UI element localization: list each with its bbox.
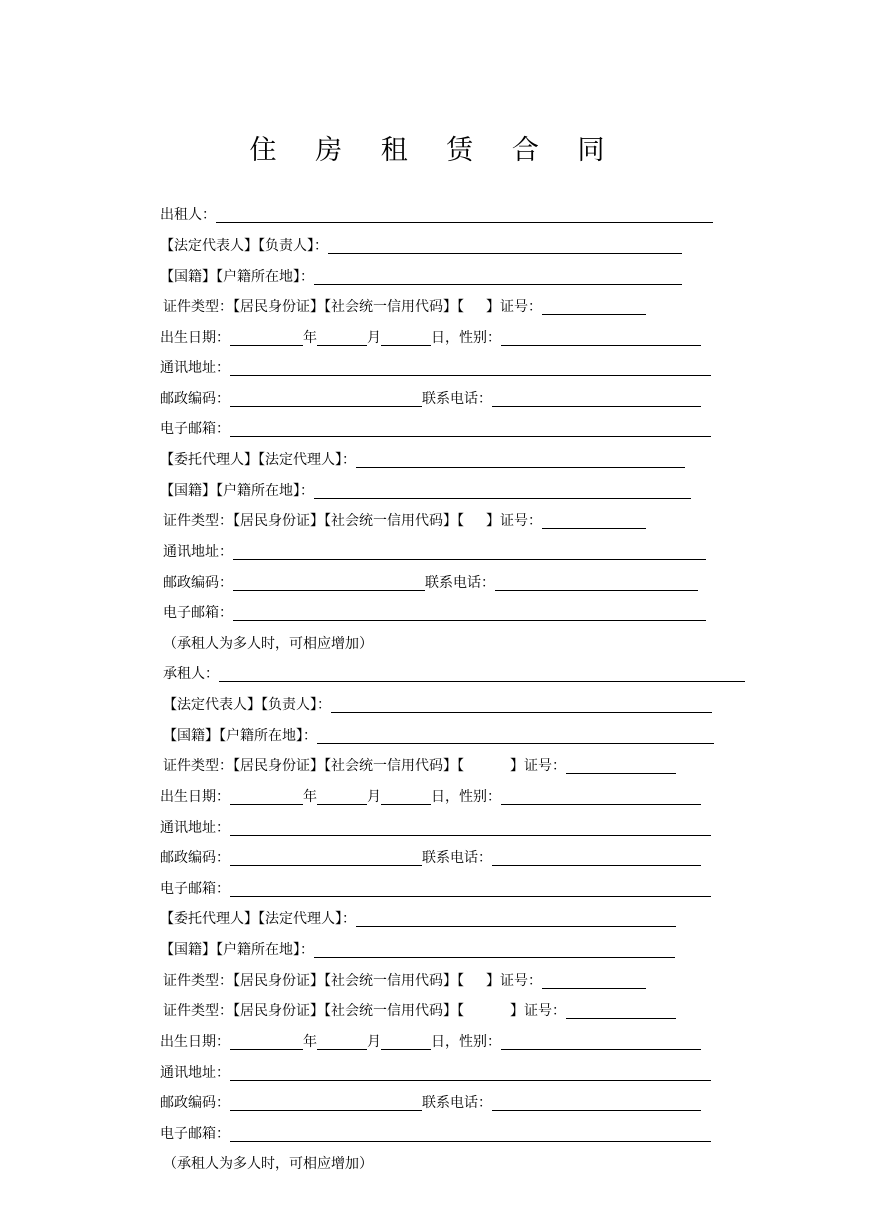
lessee-agent-phone-blank[interactable] <box>492 1095 701 1111</box>
lessee-agent-day-gender-label: 日，性别： <box>431 1034 501 1050</box>
agent-address-label: 通讯地址： <box>163 544 233 560</box>
lessor-blank[interactable] <box>216 207 713 223</box>
legal-rep-label: 【法定代表人】【负责人】： <box>160 238 328 254</box>
lessee-agent-email-line <box>160 1121 711 1143</box>
agent-phone-label: 联系电话： <box>425 575 495 591</box>
lessee-address-line <box>160 815 711 837</box>
lessee-agent-email-blank[interactable] <box>230 1126 711 1142</box>
nationality-line <box>160 264 682 286</box>
email-blank[interactable] <box>230 421 711 437</box>
lessee-agent-id-no-blank-1[interactable] <box>542 973 646 989</box>
lessee-birth-year-blank[interactable] <box>230 789 303 805</box>
agent-blank[interactable] <box>356 452 685 468</box>
agent-email-blank[interactable] <box>233 605 706 621</box>
lessee-email-blank[interactable] <box>230 881 711 897</box>
agent-email-line <box>163 600 706 622</box>
nationality-label: 【国籍】【户籍所在地】： <box>160 269 314 285</box>
id-no-label: 】证号： <box>486 299 542 315</box>
address-blank[interactable] <box>230 360 711 376</box>
lessee-id-no-label: 】证号： <box>510 758 566 774</box>
lessee-agent-id-no-label-1: 】证号： <box>486 973 542 989</box>
multi-lessee-note-2: （承租人为多人时，可相应增加） <box>163 1156 373 1172</box>
email-label: 电子邮箱： <box>160 421 230 437</box>
lessee-nationality-blank[interactable] <box>317 728 714 744</box>
lessee-month-label: 月 <box>367 789 381 805</box>
id-type-label: 证件类型：【居民身份证】【社会统一信用代码】【 <box>163 299 464 315</box>
agent-nationality-blank[interactable] <box>314 483 691 499</box>
lessor-label: 出租人： <box>160 207 216 223</box>
lessee-legal-rep-line <box>163 692 712 714</box>
postcode-label: 邮政编码： <box>160 391 230 407</box>
lessee-year-label: 年 <box>303 789 317 805</box>
lessee-blank[interactable] <box>219 666 745 682</box>
lessee-address-blank[interactable] <box>230 820 711 836</box>
lessee-agent-id-no-label-2: 】证号： <box>510 1003 566 1019</box>
lessee-legal-rep-blank[interactable] <box>331 697 712 713</box>
agent-label: 【委托代理人】【法定代理人】： <box>160 452 356 468</box>
lessee-agent-month-label: 月 <box>367 1034 381 1050</box>
agent-postcode-line <box>163 570 698 592</box>
lessee-agent-nationality-blank[interactable] <box>314 942 675 958</box>
address-line <box>160 355 711 377</box>
lessee-id-type-label: 证件类型：【居民身份证】【社会统一信用代码】【 <box>163 758 464 774</box>
lessee-phone-blank[interactable] <box>492 850 701 866</box>
lessee-agent-birth-month-blank[interactable] <box>317 1034 367 1050</box>
lessee-agent-address-blank[interactable] <box>230 1065 711 1081</box>
phone-label: 联系电话： <box>422 391 492 407</box>
lessee-agent-postcode-blank[interactable] <box>230 1095 422 1111</box>
day-gender-label: 日，性别： <box>431 330 501 346</box>
lessee-agent-phone-label: 联系电话： <box>422 1095 492 1111</box>
lessee-agent-gender-blank[interactable] <box>501 1034 701 1050</box>
lessee-birth-label: 出生日期： <box>160 789 230 805</box>
note-line-1 <box>163 631 373 653</box>
birth-day-blank[interactable] <box>381 330 431 346</box>
lessee-postcode-line <box>160 845 701 867</box>
birth-line <box>160 325 701 347</box>
lessee-nationality-label: 【国籍】【户籍所在地】： <box>163 728 317 744</box>
lessee-agent-address-line <box>160 1060 711 1082</box>
legal-rep-blank[interactable] <box>328 238 682 254</box>
lessee-birth-day-blank[interactable] <box>381 789 431 805</box>
agent-phone-blank[interactable] <box>495 575 698 591</box>
multi-lessee-note: （承租人为多人时，可相应增加） <box>163 636 373 652</box>
lessee-agent-birth-year-blank[interactable] <box>230 1034 303 1050</box>
lessee-address-label: 通讯地址： <box>160 820 230 836</box>
postcode-line <box>160 386 701 408</box>
lessee-agent-id-line-2 <box>163 998 676 1020</box>
birth-label: 出生日期： <box>160 330 230 346</box>
nationality-blank[interactable] <box>314 269 682 285</box>
lessee-birth-month-blank[interactable] <box>317 789 367 805</box>
birth-year-blank[interactable] <box>230 330 303 346</box>
birth-month-blank[interactable] <box>317 330 367 346</box>
lessee-gender-blank[interactable] <box>501 789 701 805</box>
lessee-postcode-label: 邮政编码： <box>160 850 230 866</box>
lessee-agent-postcode-line <box>160 1090 701 1112</box>
agent-nationality-label: 【国籍】【户籍所在地】： <box>160 483 314 499</box>
address-label: 通讯地址： <box>160 360 230 376</box>
lessee-agent-line <box>160 906 676 928</box>
lessee-agent-birth-label: 出生日期： <box>160 1034 230 1050</box>
lessee-agent-birth-day-blank[interactable] <box>381 1034 431 1050</box>
agent-id-type-label: 证件类型：【居民身份证】【社会统一信用代码】【 <box>163 513 464 529</box>
lessee-day-gender-label: 日，性别： <box>431 789 501 805</box>
postcode-blank[interactable] <box>230 391 422 407</box>
agent-id-line <box>163 508 646 530</box>
contract-title: 住 房 租 赁 合 同 <box>249 135 620 166</box>
lessee-agent-birth-line <box>160 1029 701 1051</box>
lessee-nationality-line <box>163 723 714 745</box>
agent-email-label: 电子邮箱： <box>163 605 233 621</box>
lessee-legal-rep-label: 【法定代表人】【负责人】： <box>163 697 331 713</box>
lessee-agent-blank[interactable] <box>356 911 676 927</box>
agent-address-blank[interactable] <box>233 544 706 560</box>
lessee-agent-id-no-blank-2[interactable] <box>566 1003 676 1019</box>
lessee-agent-nationality-label: 【国籍】【户籍所在地】： <box>160 942 314 958</box>
lessee-email-line <box>160 876 711 898</box>
month-label: 月 <box>367 330 381 346</box>
note-line-2 <box>163 1151 373 1173</box>
lessee-agent-postcode-label: 邮政编码： <box>160 1095 230 1111</box>
lessee-agent-id-type-label-2: 证件类型：【居民身份证】【社会统一信用代码】【 <box>163 1003 464 1019</box>
agent-nationality-line <box>160 478 691 500</box>
year-label: 年 <box>303 330 317 346</box>
lessee-agent-year-label: 年 <box>303 1034 317 1050</box>
lessee-email-label: 电子邮箱： <box>160 881 230 897</box>
lessee-postcode-blank[interactable] <box>230 850 422 866</box>
email-line <box>160 416 711 438</box>
lessee-agent-label: 【委托代理人】【法定代理人】： <box>160 911 356 927</box>
agent-postcode-label: 邮政编码： <box>163 575 233 591</box>
lessee-label: 承租人： <box>163 666 219 682</box>
lessee-id-line <box>163 753 676 775</box>
agent-line <box>160 447 685 469</box>
lessee-agent-id-line-1 <box>163 968 646 990</box>
lessee-id-no-blank[interactable] <box>566 758 676 774</box>
phone-blank[interactable] <box>492 391 701 407</box>
agent-id-no-label: 】证号： <box>486 513 542 529</box>
agent-id-no-blank[interactable] <box>542 513 646 529</box>
lessee-agent-nationality-line <box>160 937 675 959</box>
id-no-blank[interactable] <box>542 299 646 315</box>
lessor-line <box>160 202 713 224</box>
id-line <box>163 294 646 316</box>
lessee-agent-email-label: 电子邮箱： <box>160 1126 230 1142</box>
lessee-agent-address-label: 通讯地址： <box>160 1065 230 1081</box>
gender-blank[interactable] <box>501 330 701 346</box>
lessee-agent-id-type-label-1: 证件类型：【居民身份证】【社会统一信用代码】【 <box>163 973 464 989</box>
agent-postcode-blank[interactable] <box>233 575 425 591</box>
legal-rep-line <box>160 233 682 255</box>
lessee-birth-line <box>160 784 701 806</box>
lessee-phone-label: 联系电话： <box>422 850 492 866</box>
agent-address-line <box>163 539 706 561</box>
lessee-line <box>163 661 745 683</box>
